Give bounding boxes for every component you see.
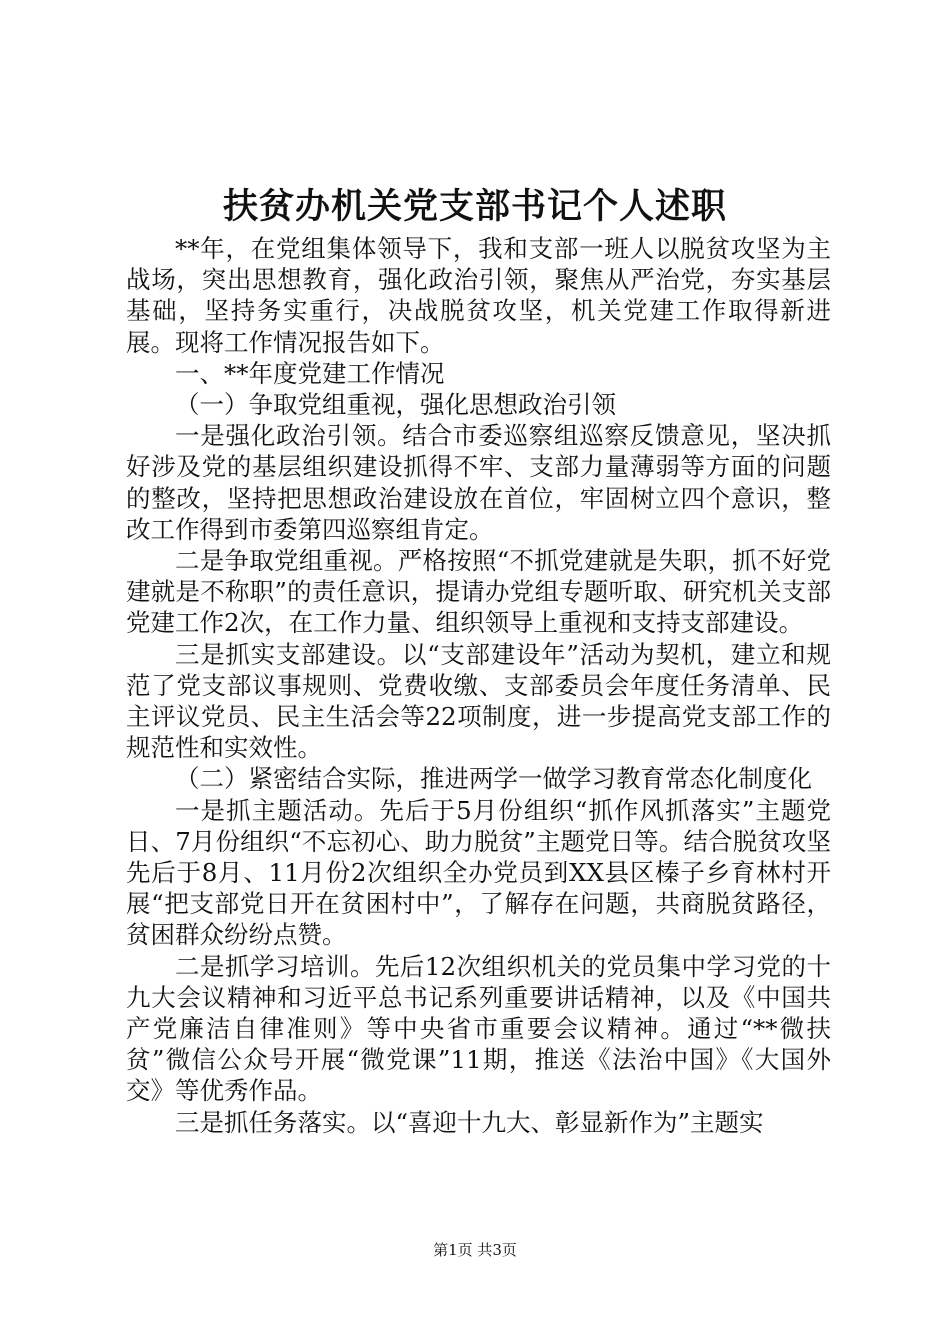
subsection-heading-1: （一）争取党组重视，强化思想政治引领 [175, 390, 616, 420]
section-heading-1: 一、**年度党建工作情况 [175, 358, 445, 388]
page-footer: 第1页 共3页 [433, 1241, 517, 1259]
body-paragraph: 一是抓主题活动。先后于5月份组织“抓作风抓落实”主题党日、7月份组织“不忘初心、助力脱贫”主题党日等。结合脱贫攻坚先后于8月、11月份2次组织全办党员到XX县区榛子乡育林村开展“把支部党日开在贫困村中”，了解存在问题，共商脱贫路径，贫困群众纷纷点赞。 [126, 795, 831, 950]
subsection-heading-2: （二）紧密结合实际，推进两学一做学习教育常态化制度化 [175, 764, 812, 794]
body-paragraph: 二是抓学习培训。先后12次组织机关的党员集中学习党的十九大会议精神和习近平总书记系列重要讲话精神，以及《中国共产党廉洁自律准则》等中央省市重要会议精神。通过“**微扶贫”微信公众号开展“微党课”11期，推送《法治中国》《大国外交》等优秀作品。 [126, 951, 831, 1106]
document-body [126, 233, 831, 1138]
body-paragraph: 三是抓实支部建设。以“支部建设年”活动为契机，建立和规范了党支部议事规则、党费收缴、支部委员会年度任务清单、民主评议党员、民主生活会等22项制度，进一步提高党支部工作的规范性和实效性。 [126, 639, 831, 763]
intro-paragraph: **年，在党组集体领导下，我和支部一班人以脱贫攻坚为主战场，突出思想教育，强化政治引领，聚焦从严治党，夯实基层基础，坚持务实重行，决战脱贫攻坚，机关党建工作取得新进展。现将工作情况报告如下。 [126, 234, 831, 357]
body-paragraph: 二是争取党组重视。严格按照“不抓党建就是失职，抓不好党建就是不称职”的责任意识，提请办党组专题听取、研究机关支部党建工作2次，在工作力量、组织领导上重视和支持支部建设。 [126, 546, 831, 638]
document-title: 扶贫办机关党支部书记个人述职 [222, 187, 727, 227]
body-paragraph: 三是抓任务落实。以“喜迎十九大、彰显新作为”主题实 [175, 1107, 764, 1137]
body-paragraph: 一是强化政治引领。结合市委巡察组巡察反馈意见，坚决抓好涉及党的基层组织建设抓得不牢、支部力量薄弱等方面的问题的整改，坚持把思想政治建设放在首位，牢固树立四个意识，整改工作得到市委第四巡察组肯定。 [126, 421, 831, 544]
